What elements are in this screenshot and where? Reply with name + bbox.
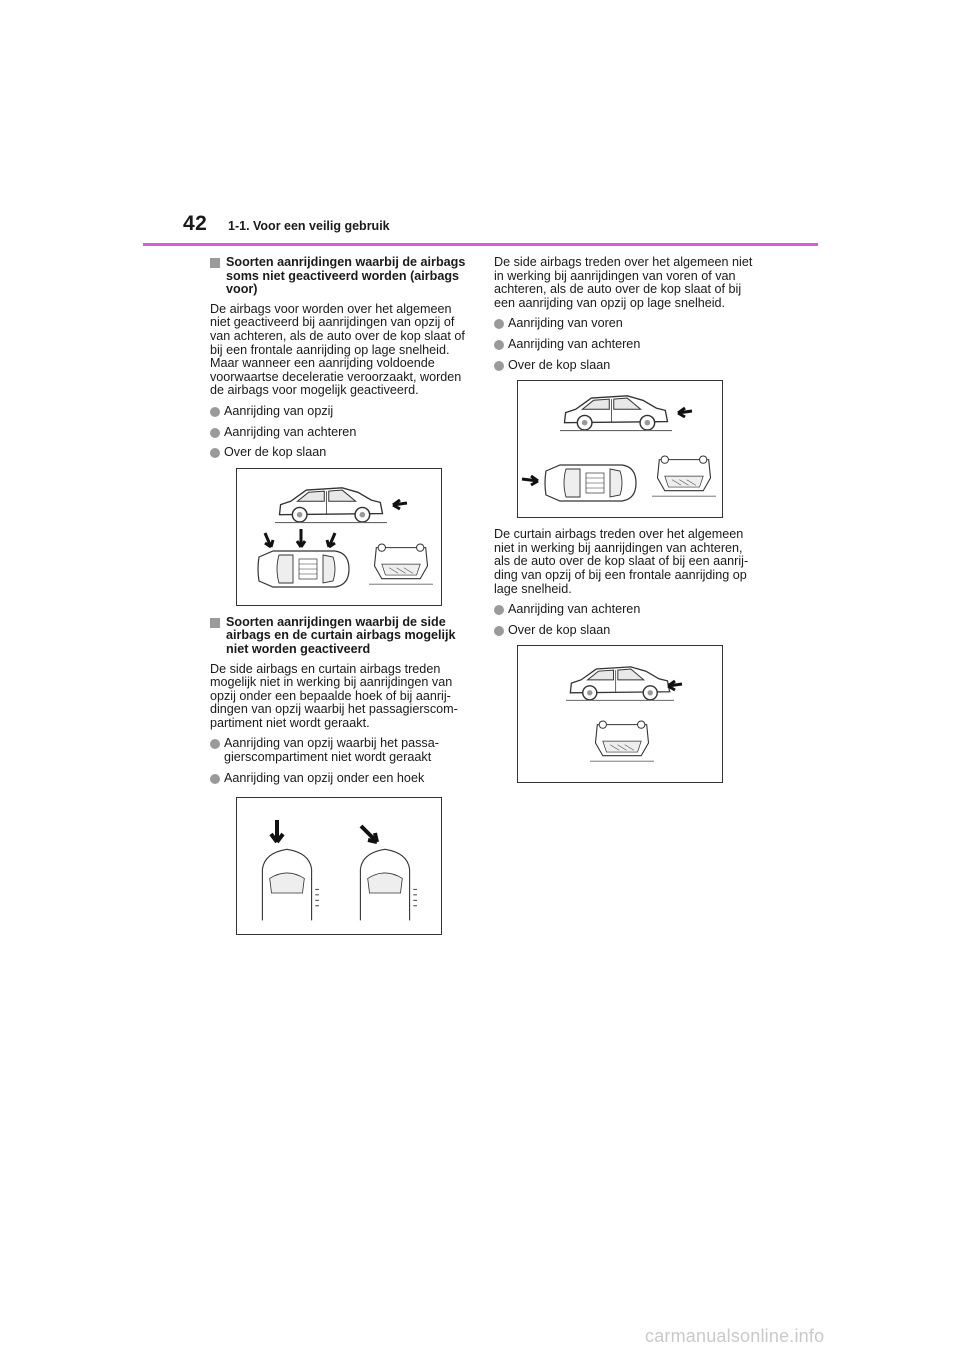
paragraph: De airbags voor worden over het algemeen niet geactiveerd bij aanrijdingen van opzij of van achteren, als de auto over de kop slaat of bij een frontale aanrijding op lage snelheid. Maar wanneer een aanrijding voldoende voorwaartse deceleratie veroorzaakt, worden de airbags voor mogelijk geactiveerd. (210, 301, 465, 398)
heading-text: Soorten aanrijdingen waarbij de airbags soms niet geactiveerd worden (airbags voor) (226, 255, 466, 297)
section-heading (210, 616, 468, 657)
list-item-text: Aanrijding van achteren (224, 424, 357, 439)
list-item (494, 624, 756, 638)
list-item-text: Over de kop slaan (508, 622, 611, 637)
illustration-side-airbags (236, 797, 442, 935)
right-column (494, 256, 756, 793)
square-bullet-icon (210, 618, 220, 628)
left-column (210, 256, 468, 945)
list-item-text: Aanrijding van opzij (224, 403, 334, 418)
circle-bullet-icon (210, 774, 220, 784)
list-item (210, 737, 468, 764)
list-item (210, 446, 468, 460)
footer-watermark: carmanualsonline.info (645, 1326, 825, 1346)
list-item-text: Aanrijding van opzij onder een hoek (224, 770, 425, 785)
circle-bullet-icon (210, 428, 220, 438)
list-item (210, 772, 468, 786)
list-item (210, 405, 468, 419)
circle-bullet-icon (494, 605, 504, 615)
list-item-text: Aanrijding van achteren (508, 602, 641, 617)
heading-text: Soorten aanrijdingen waarbij de side airbags en de curtain airbags mogelijk niet worden geactiveerd (226, 614, 456, 656)
circle-bullet-icon (210, 739, 220, 749)
paragraph: De curtain airbags treden over het algemeen niet in werking bij aanrijdingen van achteren, als de auto over de kop slaat of bij een aanrij-ding van opzij of bij een frontale aanrijding op lage snelheid. (494, 527, 749, 596)
circle-bullet-icon (210, 407, 220, 417)
square-bullet-icon (210, 258, 220, 268)
list-item (494, 359, 756, 373)
list-item-text: Aanrijding van opzij waarbij het passa-gierscompartiment niet wordt geraakt (224, 736, 439, 765)
list-item-text: Aanrijding van achteren (508, 336, 641, 351)
header-rule (143, 243, 818, 246)
circle-bullet-icon (494, 361, 504, 371)
list-item (494, 338, 756, 352)
list-item-text: Aanrijding van voren (508, 316, 623, 331)
illustration-side-airbags-right (517, 380, 723, 518)
illustration-front-airbags (236, 468, 442, 606)
list-item (210, 426, 468, 440)
paragraph: De side airbags treden over het algemeen niet in werking bij aanrijdingen van voren of van achteren, als de auto over de kop slaat of bij een aanrijding van opzij op lage snelheid. (494, 255, 753, 310)
circle-bullet-icon (210, 448, 220, 458)
paragraph: De side airbags en curtain airbags treden mogelijk niet in werking bij aanrijdingen van opzij onder een bepaalde hoek of bij aanrij-dingen van opzij waarbij het passagierscom-partiment niet wordt geraakt. (210, 661, 458, 730)
page-number: 42 (183, 212, 208, 235)
list-item (494, 603, 756, 617)
list-item (494, 317, 756, 331)
section-heading (210, 256, 468, 297)
circle-bullet-icon (494, 340, 504, 350)
section-title: 1-1. Voor een veilig gebruik (228, 219, 390, 233)
illustration-curtain-airbags (517, 645, 723, 783)
circle-bullet-icon (494, 626, 504, 636)
circle-bullet-icon (494, 319, 504, 329)
list-item-text: Over de kop slaan (224, 445, 327, 460)
list-item-text: Over de kop slaan (508, 357, 611, 372)
